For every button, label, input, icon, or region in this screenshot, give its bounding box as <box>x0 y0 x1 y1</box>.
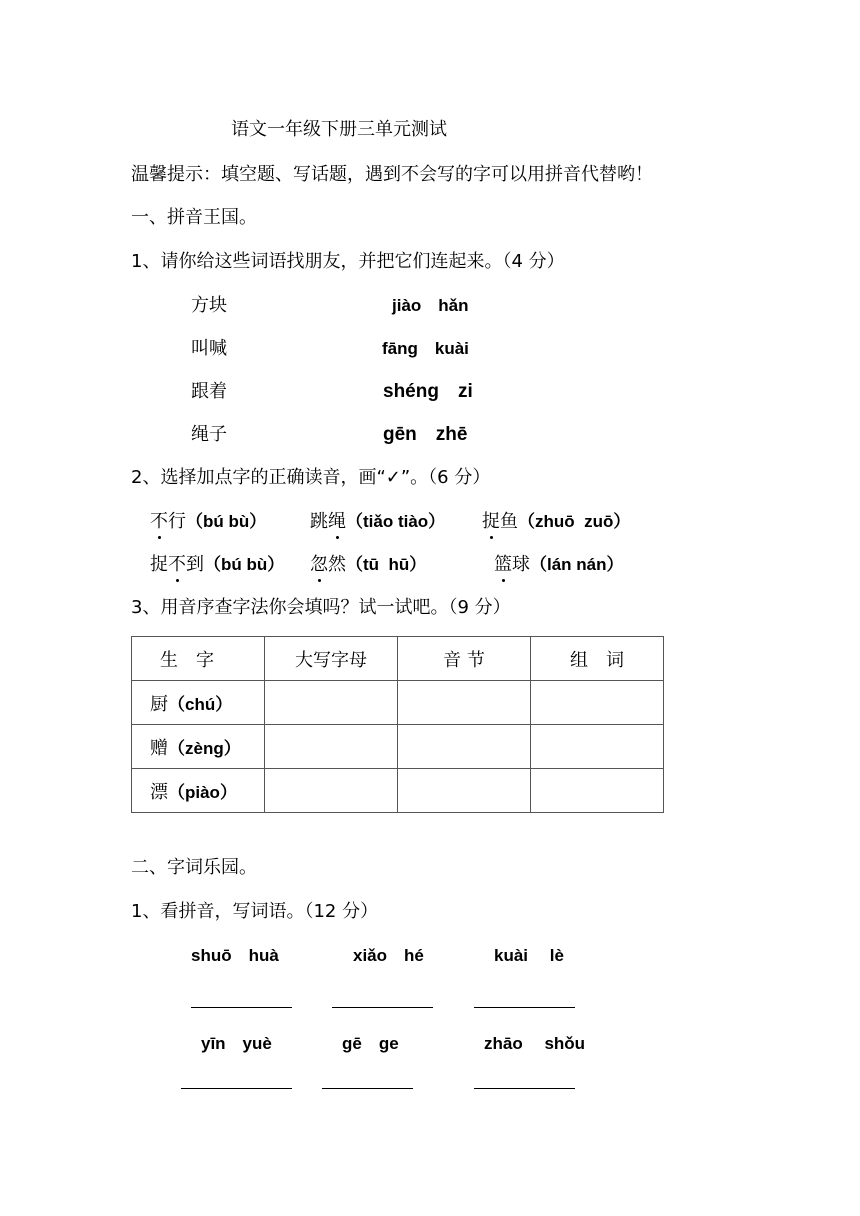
pinyin-options: （bú bù） <box>186 512 267 531</box>
syllable-blank[interactable] <box>398 681 531 725</box>
syllable-blank[interactable] <box>398 769 531 813</box>
s2-q1-prompt: 1、看拼音，写词语。（12 分） <box>131 901 379 922</box>
match-pinyin-2: fāng kuài <box>382 339 469 358</box>
pinyin-options: （tiǎo tiào） <box>346 512 446 531</box>
word-blank[interactable] <box>531 725 664 769</box>
row-char: 赠 <box>150 737 168 759</box>
match-word-3: 跟着 <box>191 381 227 402</box>
match-pinyin-4: gēn zhē <box>383 424 468 445</box>
row-pinyin: （chú） <box>168 694 233 714</box>
match-word-1: 方块 <box>191 295 227 316</box>
pinyin-word-3: kuài lè <box>494 946 564 965</box>
index-lookup-table <box>131 636 664 813</box>
reading-item-4 <box>150 553 284 577</box>
page-title: 语文一年级下册三单元测试 <box>231 119 447 140</box>
pinyin-options: （zhuō zuō） <box>518 512 631 531</box>
dotted-char: 忽 <box>310 554 328 575</box>
answer-line[interactable] <box>191 1007 292 1008</box>
header-syllable: 音 节 <box>398 637 531 681</box>
table-row <box>132 769 664 813</box>
pinyin-word-2: xiǎo hé <box>353 946 424 965</box>
match-word-4: 绳子 <box>191 424 227 445</box>
reading-item-5 <box>310 553 426 577</box>
match-word-2: 叫喊 <box>191 338 227 359</box>
row-pinyin: （piào） <box>168 782 237 802</box>
q1-prompt: 1、请你给这些词语找朋友，并把它们连起来。（4 分） <box>131 251 565 272</box>
dotted-char: 不 <box>150 511 168 532</box>
section2-heading: 二、字词乐园。 <box>131 857 257 878</box>
pinyin-options: （bú bù） <box>204 555 285 574</box>
header-capital-letter: 大写字母 <box>265 637 398 681</box>
item-rest: 球 <box>512 554 530 575</box>
q3-prompt: 3、用音序查字法你会填吗？试一试吧。（9 分） <box>131 597 511 618</box>
table-row <box>132 725 664 769</box>
pinyin-word-5: gē ge <box>342 1034 399 1053</box>
item-rest: 到 <box>186 554 204 575</box>
dotted-char: 捉 <box>482 511 500 532</box>
q2-prompt: 2、选择加点字的正确读音，画“✓”。（6 分） <box>131 467 491 488</box>
table-row <box>132 681 664 725</box>
reading-item-6 <box>494 553 624 577</box>
item-rest: 然 <box>328 554 346 575</box>
word-blank[interactable] <box>531 681 664 725</box>
answer-line[interactable] <box>332 1007 433 1008</box>
answer-line[interactable] <box>474 1088 575 1089</box>
row-char: 漂 <box>150 781 168 803</box>
capital-letter-blank[interactable] <box>265 681 398 725</box>
reading-item-1 <box>150 510 266 534</box>
syllable-blank[interactable] <box>398 725 531 769</box>
dotted-char: 篮 <box>494 554 512 575</box>
capital-letter-blank[interactable] <box>265 769 398 813</box>
row-char: 厨 <box>150 693 168 715</box>
dotted-char: 绳 <box>328 511 346 532</box>
item-pre: 跳 <box>310 511 328 532</box>
dotted-char: 不 <box>168 554 186 575</box>
section1-heading: 一、拼音王国。 <box>131 207 257 228</box>
tip-text: 温馨提示：填空题、写话题，遇到不会写的字可以用拼音代替哟！ <box>131 164 653 185</box>
pinyin-word-6: zhāo shǒu <box>484 1034 586 1053</box>
header-word: 组 词 <box>531 637 664 681</box>
capital-letter-blank[interactable] <box>265 725 398 769</box>
reading-item-2 <box>310 510 445 534</box>
item-pre: 捉 <box>150 554 168 575</box>
pinyin-options: （lán nán） <box>530 555 624 574</box>
match-pinyin-1: jiào hǎn <box>392 296 469 315</box>
reading-item-3 <box>482 510 630 534</box>
match-pinyin-3: shéng zi <box>383 381 473 402</box>
item-rest: 行 <box>168 511 186 532</box>
item-rest: 鱼 <box>500 511 518 532</box>
pinyin-options: （tū hū） <box>346 555 427 574</box>
row-char-cell <box>132 769 265 813</box>
answer-line[interactable] <box>322 1088 413 1089</box>
row-char-cell <box>132 725 265 769</box>
word-blank[interactable] <box>531 769 664 813</box>
row-char-cell <box>132 681 265 725</box>
table-header-row <box>132 637 664 681</box>
answer-line[interactable] <box>181 1088 292 1089</box>
pinyin-word-4: yīn yuè <box>201 1034 272 1053</box>
answer-line[interactable] <box>474 1007 575 1008</box>
header-char: 生 字 <box>132 637 265 681</box>
row-pinyin: （zèng） <box>168 738 241 758</box>
pinyin-word-1: shuō huà <box>191 946 279 965</box>
